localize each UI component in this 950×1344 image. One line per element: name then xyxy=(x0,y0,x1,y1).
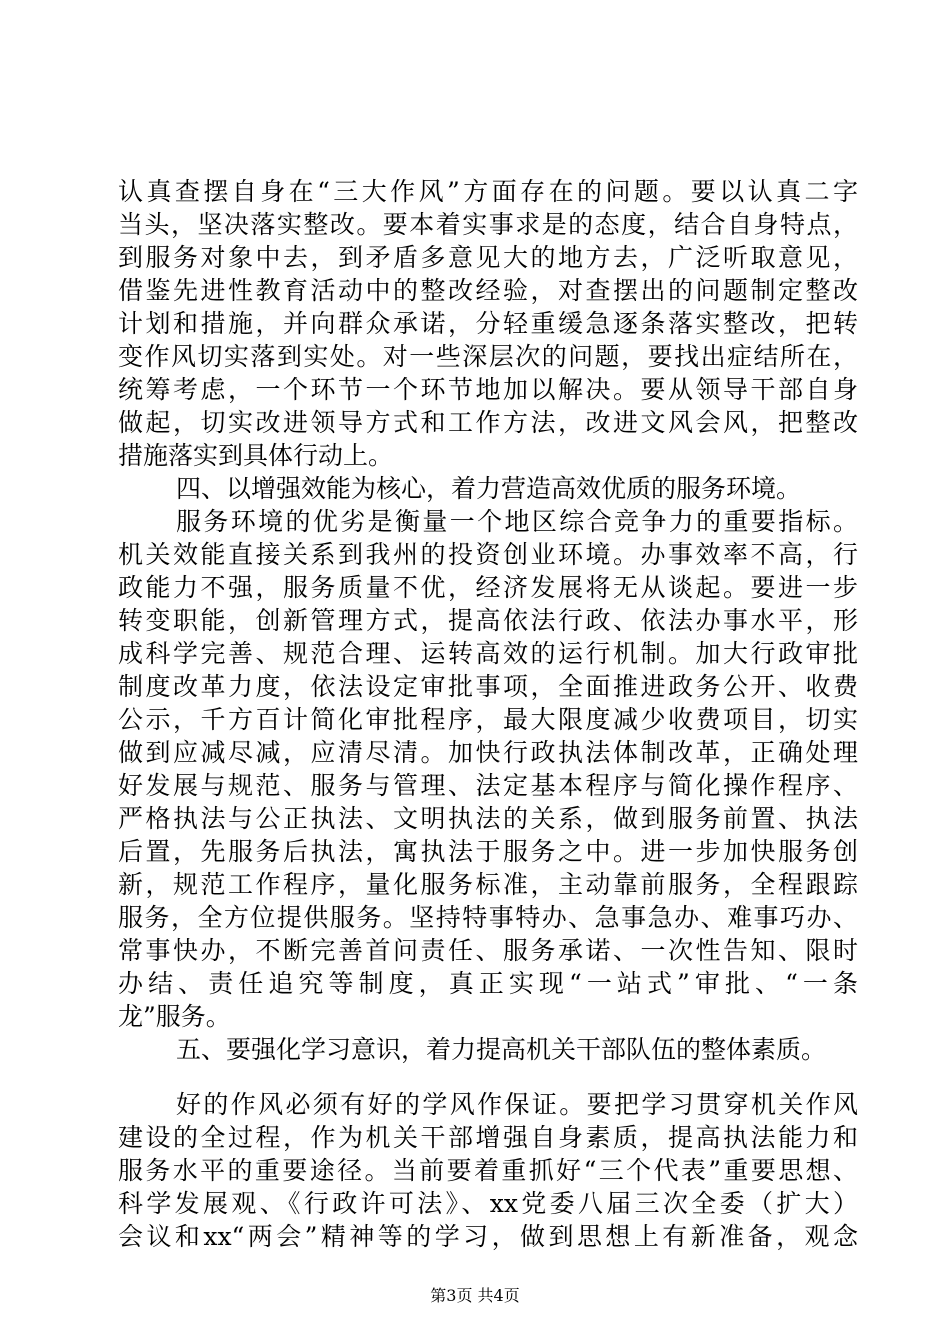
text-line: 措施落实到具体行动上。 xyxy=(118,441,394,470)
text-line: 好发展与规范、服务与管理、法定基本程序与简化操作程序、 xyxy=(118,771,858,800)
text-line: 办结、责任追究等制度，真正实现“一站式”审批、“一条 xyxy=(118,969,858,998)
text-line: 到服务对象中去，到矛盾多意见大的地方去，广泛听取意见， xyxy=(118,243,858,272)
text-line: 政能力不强，服务质量不优，经济发展将无从谈起。要进一步 xyxy=(118,573,858,602)
text-line: 机关效能直接关系到我州的投资创业环境。办事效率不高，行 xyxy=(118,540,858,569)
text-line: 科学发展观、《行政许可法》、xx党委八届三次全委（扩大） xyxy=(118,1189,858,1218)
text-line: 建设的全过程，作为机关干部增强自身素质，提高执法能力和 xyxy=(118,1123,858,1152)
text-line: 成科学完善、规范合理、运转高效的运行机制。加大行政审批 xyxy=(118,639,858,668)
section-heading: 五、要强化学习意识，着力提高机关干部队伍的整体素质。 xyxy=(176,1035,827,1064)
text-line: 后置，先服务后执法，寓执法于服务之中。进一步加快服务创 xyxy=(118,837,858,866)
text-line: 转变职能，创新管理方式，提高依法行政、依法办事水平，形 xyxy=(118,606,858,635)
text-line: 常事快办，不断完善首问责任、服务承诺、一次性告知、限时 xyxy=(118,936,858,965)
text-line: 制度改革力度，依法设定审批事项，全面推进政务公开、收费 xyxy=(118,672,858,701)
text-line: 服务环境的优劣是衡量一个地区综合竞争力的重要指标。 xyxy=(176,507,858,536)
text-line: 统筹考虑，一个环节一个环节地加以解决。要从领导干部自身 xyxy=(118,375,858,404)
text-line: 认真查摆自身在“三大作风”方面存在的问题。要以认真二字 xyxy=(118,177,858,206)
text-line: 做起，切实改进领导方式和工作方法，改进文风会风，把整改 xyxy=(118,408,858,437)
text-line: 龙”服务。 xyxy=(118,1002,231,1031)
text-line: 借鉴先进性教育活动中的整改经验，对查摆出的问题制定整改 xyxy=(118,276,858,305)
text-line: 会议和xx“两会”精神等的学习，做到思想上有新准备，观念 xyxy=(118,1222,858,1251)
text-line: 做到应减尽减，应清尽清。加快行政执法体制改革，正确处理 xyxy=(118,738,858,767)
text-line: 好的作风必须有好的学风作保证。要把学习贯穿机关作风 xyxy=(176,1090,858,1119)
text-line: 严格执法与公正执法、文明执法的关系，做到服务前置、执法 xyxy=(118,804,858,833)
text-line: 变作风切实落到实处。对一些深层次的问题，要找出症结所在， xyxy=(118,342,858,371)
text-line: 新，规范工作程序，量化服务标准，主动靠前服务，全程跟踪 xyxy=(118,870,858,899)
text-line: 公示，千方百计简化审批程序，最大限度减少收费项目，切实 xyxy=(118,705,858,734)
text-line: 计划和措施，并向群众承诺，分轻重缓急逐条落实整改，把转 xyxy=(118,309,858,338)
page-number-footer: 第3页 共4页 xyxy=(430,1286,520,1305)
text-line: 服务水平的重要途径。当前要着重抓好“三个代表”重要思想、 xyxy=(118,1156,858,1185)
text-line: 服务，全方位提供服务。坚持特事特办、急事急办、难事巧办、 xyxy=(118,903,858,932)
section-heading: 四、以增强效能为核心，着力营造高效优质的服务环境。 xyxy=(176,474,802,503)
text-line: 当头，坚决落实整改。要本着实事求是的态度，结合自身特点， xyxy=(118,210,858,239)
